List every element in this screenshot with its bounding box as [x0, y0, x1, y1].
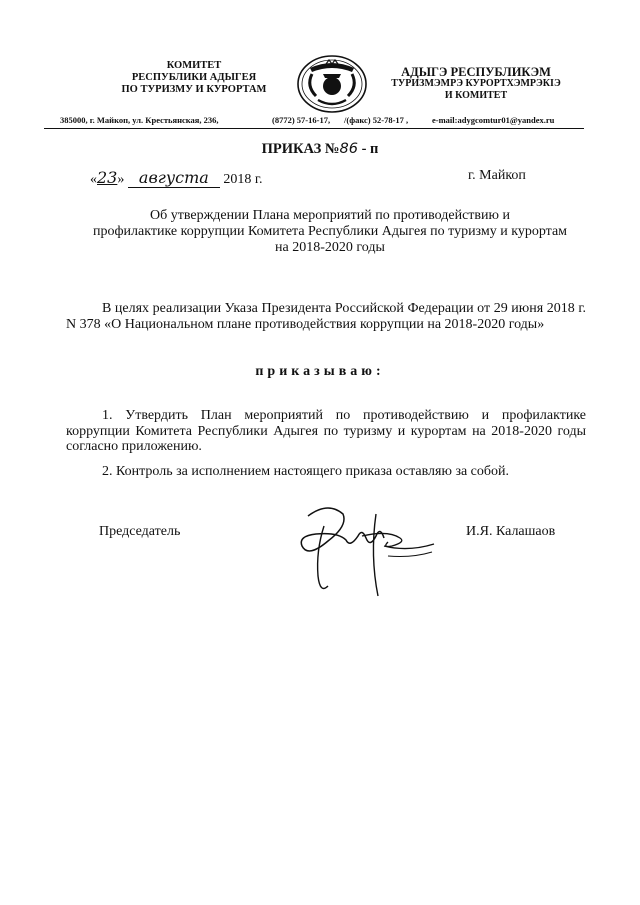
- preamble-paragraph: [66, 301, 586, 332]
- header-right-line-1: АДЫГЭ РЕСПУБЛИКЭМ: [401, 65, 551, 79]
- order-item-2: [66, 464, 586, 480]
- subject-line-1: Об утверждении Плана мероприятий по противодействию и: [150, 208, 510, 223]
- date-day: 23: [97, 168, 118, 187]
- order-word: приказываю:: [255, 364, 385, 379]
- order-item-1: [66, 408, 586, 455]
- signer-position: Председатель: [99, 524, 181, 539]
- header-left-line-3: ПО ТУРИЗМУ И КУРОРТАМ: [121, 84, 267, 95]
- header-right-block: [378, 66, 574, 102]
- order-subject: [60, 208, 600, 256]
- order-number: 86: [339, 141, 358, 157]
- contact-fax: /(факс) 52-78-17 ,: [344, 115, 409, 125]
- date-open-quote: «: [90, 172, 97, 187]
- order-title: [0, 141, 640, 158]
- order-title-prefix: ПРИКАЗ №: [261, 141, 340, 157]
- header-left-line-2: РЕСПУБЛИКИ АДЫГЕЯ: [131, 72, 257, 83]
- order-title-suffix: - п: [357, 141, 379, 157]
- header-right-line-2: ТУРИЗМЭМРЭ КУРОРТХЭМРЭКIЭ: [391, 78, 561, 89]
- coat-of-arms-icon: [296, 52, 368, 114]
- contact-address: 385000, г. Майкоп, ул. Крестьянская, 236,: [60, 115, 219, 125]
- contact-line: [50, 115, 590, 129]
- date-month: августа: [128, 168, 220, 188]
- header-divider: [44, 128, 584, 129]
- header-left-block: [108, 60, 280, 96]
- date-close-quote: »: [117, 172, 125, 187]
- preamble-text: В целях реализации Указа Президента Российской Федерации от 29 июня 2018 г. N 378 «О Национальном плане противодействия коррупции на 2018-2020 годы»: [66, 301, 586, 332]
- header-left-line-1: КОМИТЕТ: [166, 60, 222, 71]
- subject-line-2: профилактике коррупции Комитета Республики Адыгея по туризму и курортам: [92, 224, 568, 239]
- contact-email: e-mail:adygcomtur01@yandex.ru: [432, 115, 555, 125]
- order-item-2-text: 2. Контроль за исполнением настоящего приказа оставляю за собой.: [102, 464, 510, 479]
- handwritten-signature: [288, 496, 438, 606]
- order-item-1-text: 1. Утвердить План мероприятий по противодействию и профилактике коррупции Комитета Республики Адыгея по туризму и курортам на 2018-2020 годы согласно приложению.: [66, 408, 586, 454]
- header-right-line-3: И КОМИТЕТ: [444, 90, 508, 101]
- order-city: г. Майкоп: [468, 168, 526, 183]
- date-year: 2018 г.: [219, 172, 263, 187]
- contact-phone: (8772) 57-16-17,: [272, 115, 331, 125]
- signer-name: И.Я. Калашаов: [466, 524, 556, 539]
- subject-line-3: на 2018-2020 годы: [275, 240, 385, 255]
- order-date: [90, 168, 263, 188]
